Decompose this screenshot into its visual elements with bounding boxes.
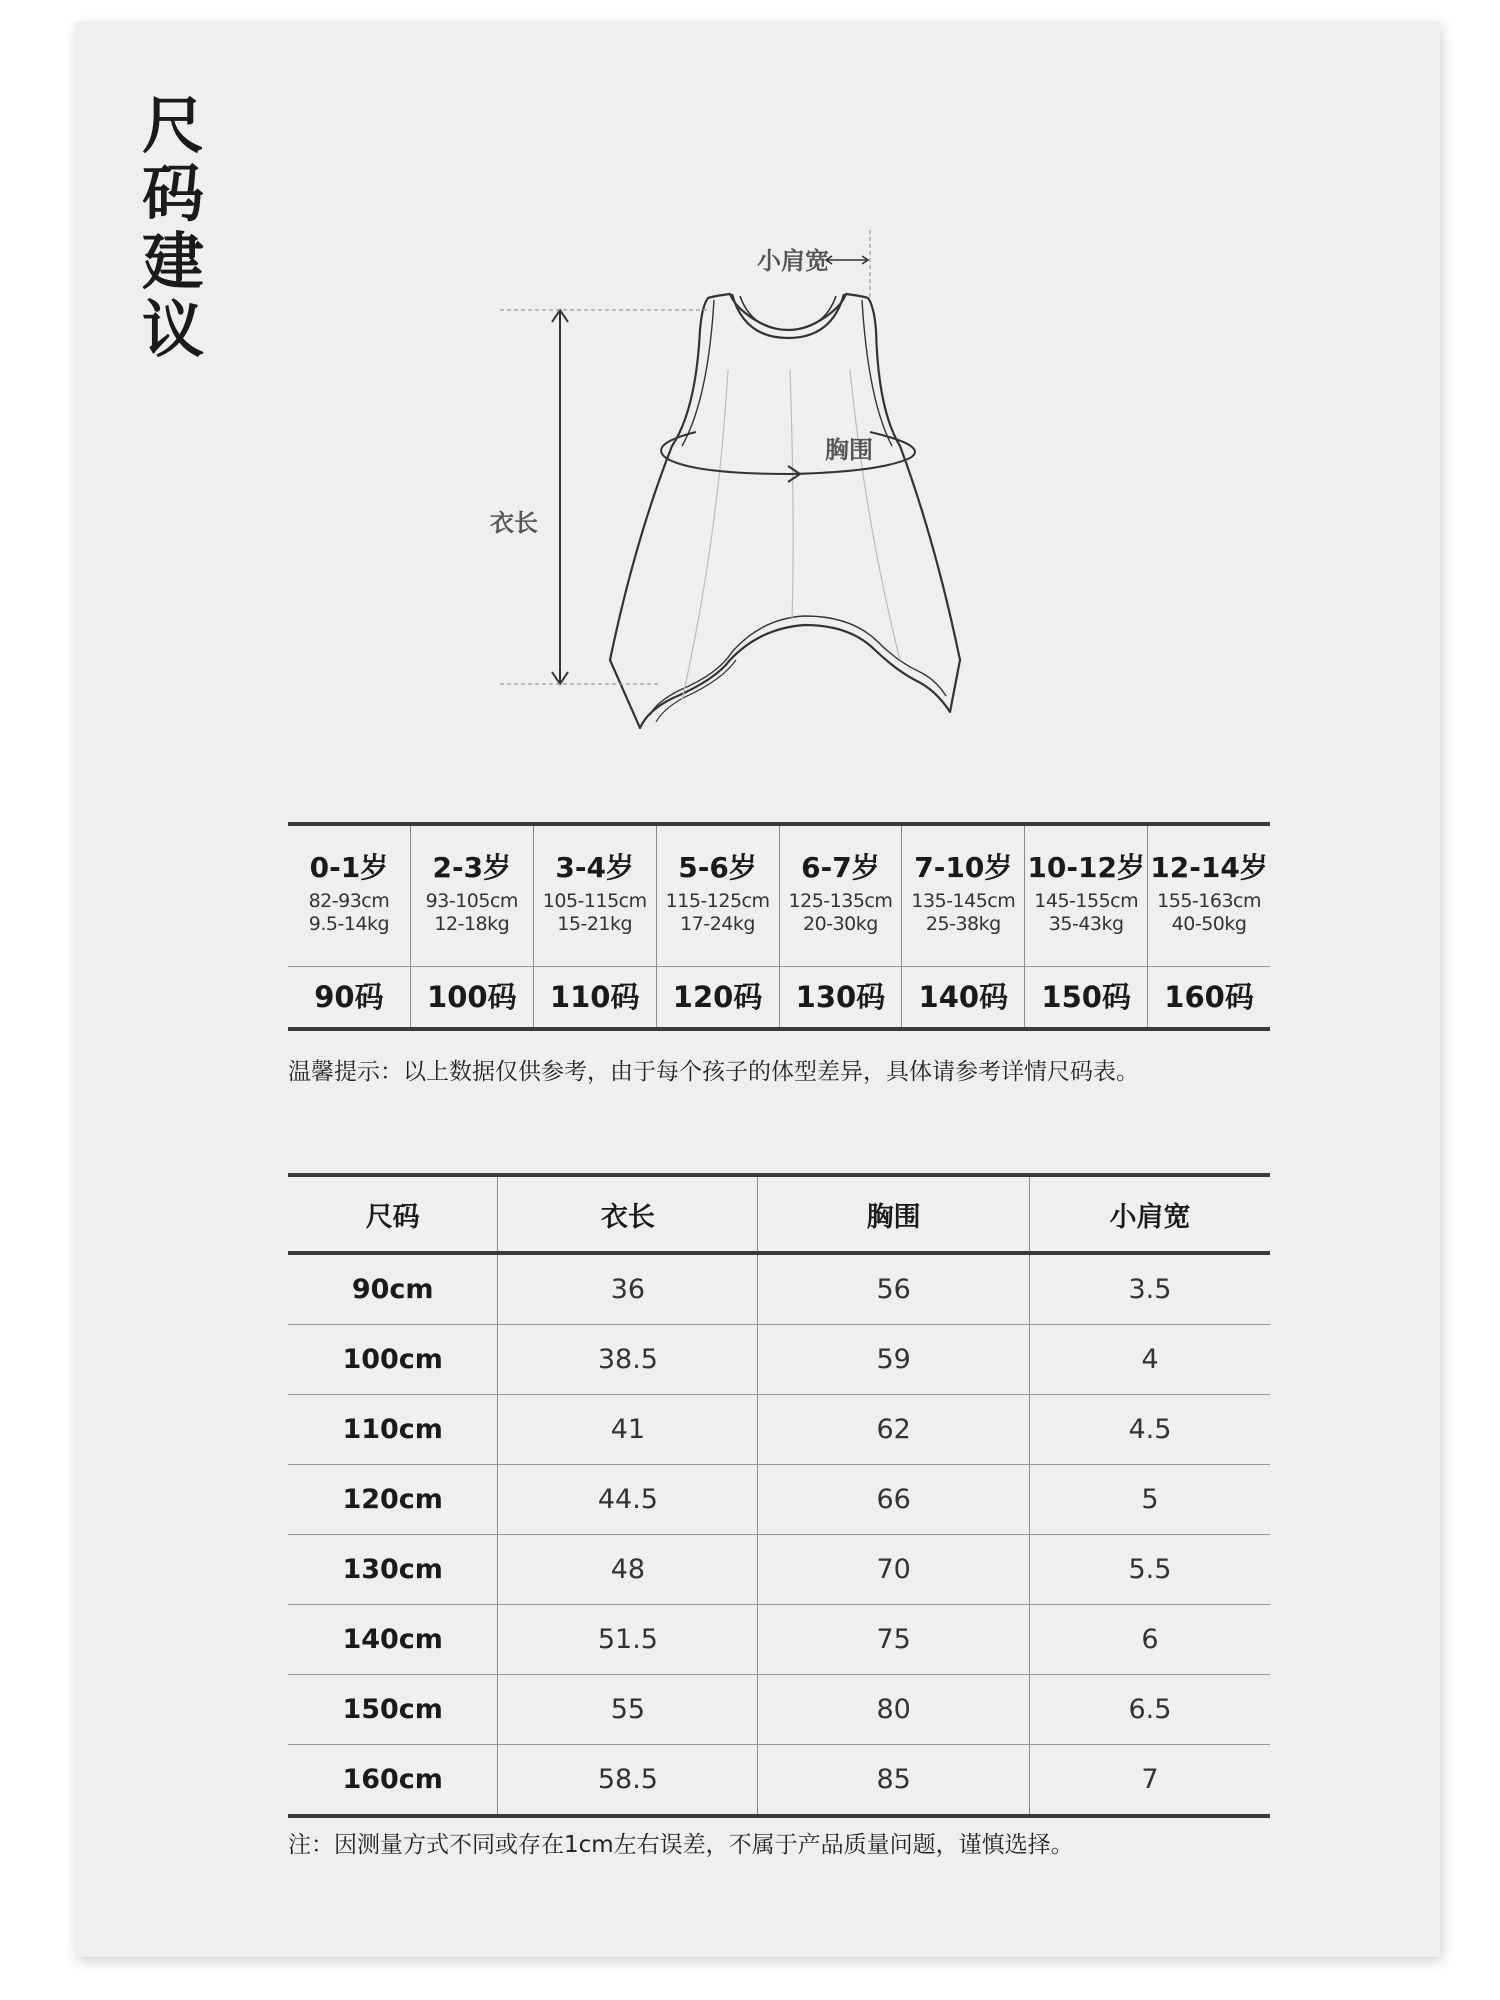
chest-label: 胸围 (825, 436, 873, 464)
table-row (288, 1745, 1270, 1817)
length-cell: 38.5 (498, 1325, 758, 1395)
age-row (288, 826, 1270, 966)
table-row (288, 1325, 1270, 1395)
height-range: 125-135cm (788, 890, 893, 912)
measurement-note: 注：因测量方式不同或存在1cm左右误差，不属于产品质量问题，谨慎选择。 (288, 1832, 1074, 1858)
length-label: 衣长 (490, 509, 538, 537)
size-cell: 110cm (288, 1395, 498, 1465)
measurement-table (288, 1173, 1270, 1818)
size-code: 150码 (1024, 967, 1147, 1027)
size-cell: 140cm (288, 1605, 498, 1675)
length-cell: 44.5 (498, 1465, 758, 1535)
table-header-row (288, 1175, 1270, 1253)
chest-cell: 56 (758, 1253, 1029, 1325)
title-char: 议 (141, 293, 204, 366)
height-range: 135-145cm (911, 890, 1016, 912)
title-char: 尺 (141, 89, 204, 162)
shoulder-cell: 7 (1029, 1745, 1270, 1817)
column-header: 衣长 (498, 1175, 758, 1253)
weight-range: 20-30kg (803, 913, 878, 935)
age-cell (779, 826, 902, 966)
table-row (288, 1253, 1270, 1325)
length-cell: 58.5 (498, 1745, 758, 1817)
weight-range: 15-21kg (557, 913, 633, 935)
chest-cell: 85 (758, 1745, 1029, 1817)
age-label: 10-12岁 (1027, 851, 1145, 884)
height-range: 155-163cm (1157, 890, 1261, 912)
size-code: 90码 (314, 980, 384, 1014)
shoulder-cell: 3.5 (1029, 1253, 1270, 1325)
chest-cell: 66 (758, 1465, 1029, 1535)
table-row (288, 1675, 1270, 1745)
size-cell: 90cm (288, 1253, 498, 1325)
chest-cell: 80 (758, 1675, 1029, 1745)
size-code: 110码 (533, 967, 656, 1027)
shoulder-cell: 5.5 (1029, 1535, 1270, 1605)
age-cell (533, 826, 656, 966)
column-header: 胸围 (758, 1175, 1029, 1253)
shoulder-width-label: 小肩宽 (757, 247, 829, 275)
length-cell: 36 (498, 1253, 758, 1325)
size-code: 100码 (410, 967, 533, 1027)
weight-range: 12-18kg (434, 913, 510, 935)
shoulder-cell: 6.5 (1029, 1675, 1270, 1745)
size-code: 140码 (901, 967, 1024, 1027)
height-range: 115-125cm (665, 890, 770, 912)
shoulder-cell: 4 (1029, 1325, 1270, 1395)
chest-cell: 62 (758, 1395, 1029, 1465)
table-row (288, 1395, 1270, 1465)
shoulder-cell: 4.5 (1029, 1395, 1270, 1465)
height-range: 82-93cm (308, 890, 390, 912)
title-char: 建 (141, 225, 204, 298)
age-cell (1147, 826, 1270, 966)
length-cell: 48 (498, 1535, 758, 1605)
height-range: 93-105cm (425, 890, 518, 912)
age-label: 2-3岁 (432, 851, 512, 884)
age-label: 3-4岁 (555, 851, 634, 884)
size-cell: 150cm (288, 1675, 498, 1745)
table-row (288, 1605, 1270, 1675)
column-header: 尺码 (288, 1175, 498, 1253)
weight-range: 9.5-14kg (308, 913, 390, 935)
size-cell: 120cm (288, 1465, 498, 1535)
age-label: 7-10岁 (914, 851, 1013, 884)
length-cell: 41 (498, 1395, 758, 1465)
size-cell: 130cm (288, 1535, 498, 1605)
shoulder-cell: 5 (1029, 1465, 1270, 1535)
chest-cell: 75 (758, 1605, 1029, 1675)
size-cell: 160cm (288, 1745, 498, 1817)
title-char: 码 (141, 157, 204, 230)
age-label: 5-6岁 (678, 851, 757, 884)
size-code: 130码 (779, 967, 902, 1027)
age-label: 12-14岁 (1150, 851, 1268, 884)
garment-diagram (460, 220, 980, 740)
height-range: 105-115cm (542, 890, 647, 912)
age-cell (288, 826, 410, 966)
shoulder-cell: 6 (1029, 1605, 1270, 1675)
size-code-row (288, 967, 1270, 1027)
size-code: 160码 (1147, 967, 1270, 1027)
size-code: 120码 (656, 967, 779, 1027)
weight-range: 17-24kg (680, 913, 755, 935)
age-cell (1024, 826, 1147, 966)
chest-cell: 59 (758, 1325, 1029, 1395)
weight-range: 35-43kg (1048, 913, 1124, 935)
height-range: 145-155cm (1034, 890, 1139, 912)
length-cell: 51.5 (498, 1605, 758, 1675)
age-label: 0-1岁 (309, 851, 389, 884)
table-row (288, 1465, 1270, 1535)
age-cell (410, 826, 533, 966)
size-guide-table (288, 822, 1270, 1031)
age-cell (901, 826, 1024, 966)
table-row (288, 1535, 1270, 1605)
weight-range: 40-50kg (1171, 913, 1247, 935)
age-label: 6-7岁 (801, 851, 880, 884)
weight-range: 25-38kg (925, 913, 1001, 935)
age-cell (656, 826, 779, 966)
garment-illustration (460, 220, 980, 740)
size-cell: 100cm (288, 1325, 498, 1395)
reference-tip: 温馨提示：以上数据仅供参考，由于每个孩子的体型差异，具体请参考详情尺码表。 (288, 1059, 1139, 1085)
chest-cell: 70 (758, 1535, 1029, 1605)
column-header: 小肩宽 (1029, 1175, 1270, 1253)
length-cell: 55 (498, 1675, 758, 1745)
page-title (138, 89, 208, 366)
